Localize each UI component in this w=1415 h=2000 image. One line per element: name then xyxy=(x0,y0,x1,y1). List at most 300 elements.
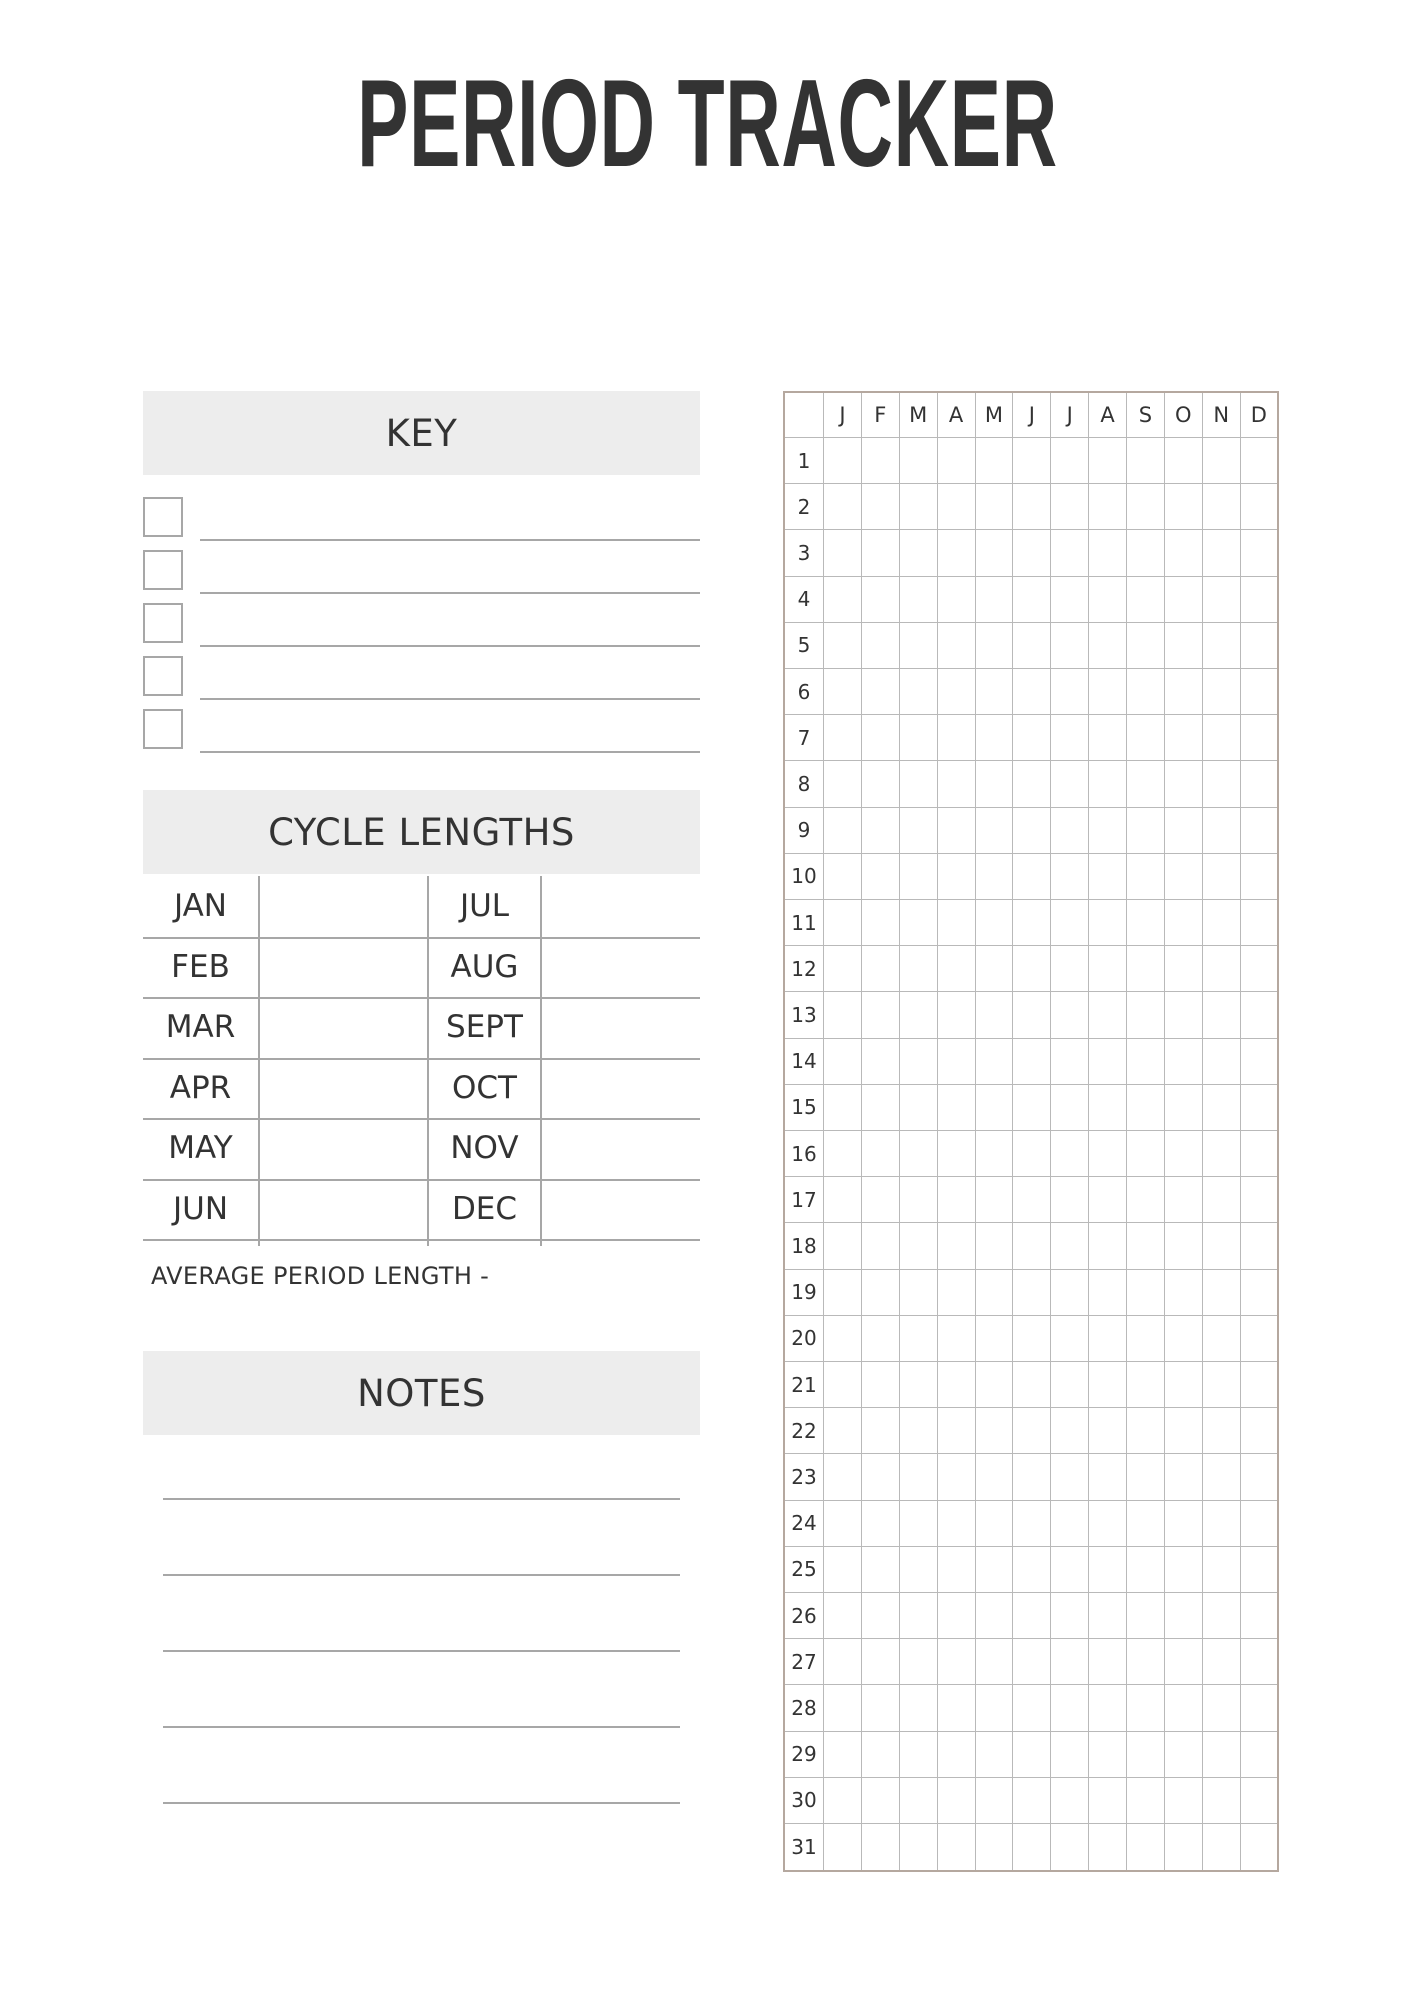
tracker-cell[interactable] xyxy=(1164,1177,1202,1223)
tracker-cell[interactable] xyxy=(975,761,1013,807)
tracker-cell[interactable] xyxy=(861,1824,899,1871)
notes-line[interactable] xyxy=(163,1650,680,1652)
tracker-cell[interactable] xyxy=(1013,1223,1051,1269)
tracker-cell[interactable] xyxy=(1051,576,1089,622)
tracker-cell[interactable] xyxy=(861,900,899,946)
tracker-cell[interactable] xyxy=(937,1639,975,1685)
tracker-cell[interactable] xyxy=(1164,622,1202,668)
tracker-cell[interactable] xyxy=(1164,1593,1202,1639)
tracker-cell[interactable] xyxy=(937,1084,975,1130)
tracker-cell[interactable] xyxy=(899,946,937,992)
tracker-cell[interactable] xyxy=(975,438,1013,484)
tracker-cell[interactable] xyxy=(1202,622,1240,668)
tracker-cell[interactable] xyxy=(1051,1731,1089,1777)
tracker-cell[interactable] xyxy=(1202,1269,1240,1315)
tracker-cell[interactable] xyxy=(861,1500,899,1546)
tracker-cell[interactable] xyxy=(1240,1500,1278,1546)
tracker-cell[interactable] xyxy=(1240,484,1278,530)
tracker-cell[interactable] xyxy=(1202,761,1240,807)
tracker-cell[interactable] xyxy=(975,530,1013,576)
tracker-cell[interactable] xyxy=(975,1131,1013,1177)
tracker-cell[interactable] xyxy=(1089,761,1127,807)
tracker-cell[interactable] xyxy=(861,946,899,992)
tracker-cell[interactable] xyxy=(1164,853,1202,899)
tracker-cell[interactable] xyxy=(975,484,1013,530)
tracker-cell[interactable] xyxy=(937,669,975,715)
tracker-cell[interactable] xyxy=(937,853,975,899)
tracker-cell[interactable] xyxy=(1202,1362,1240,1408)
tracker-cell[interactable] xyxy=(937,1500,975,1546)
tracker-cell[interactable] xyxy=(1202,853,1240,899)
tracker-cell[interactable] xyxy=(1240,761,1278,807)
tracker-cell[interactable] xyxy=(824,1777,862,1823)
tracker-cell[interactable] xyxy=(861,1084,899,1130)
tracker-cell[interactable] xyxy=(1164,1685,1202,1731)
tracker-cell[interactable] xyxy=(1127,1777,1165,1823)
tracker-cell[interactable] xyxy=(1240,807,1278,853)
tracker-cell[interactable] xyxy=(1013,1593,1051,1639)
tracker-cell[interactable] xyxy=(1089,1731,1127,1777)
tracker-cell[interactable] xyxy=(1240,1269,1278,1315)
tracker-cell[interactable] xyxy=(1164,1269,1202,1315)
tracker-cell[interactable] xyxy=(1164,1500,1202,1546)
tracker-cell[interactable] xyxy=(899,576,937,622)
tracker-cell[interactable] xyxy=(899,761,937,807)
cycle-length-cell[interactable] xyxy=(260,876,427,937)
tracker-cell[interactable] xyxy=(975,1824,1013,1871)
tracker-cell[interactable] xyxy=(1051,761,1089,807)
key-entry-line[interactable] xyxy=(200,645,700,647)
tracker-cell[interactable] xyxy=(899,1777,937,1823)
notes-line[interactable] xyxy=(163,1498,680,1500)
tracker-cell[interactable] xyxy=(861,1269,899,1315)
tracker-cell[interactable] xyxy=(861,1777,899,1823)
tracker-cell[interactable] xyxy=(1089,1639,1127,1685)
tracker-cell[interactable] xyxy=(1089,1546,1127,1592)
tracker-cell[interactable] xyxy=(1051,992,1089,1038)
tracker-cell[interactable] xyxy=(1089,1177,1127,1223)
tracker-cell[interactable] xyxy=(1089,1593,1127,1639)
tracker-cell[interactable] xyxy=(975,1315,1013,1361)
tracker-cell[interactable] xyxy=(1013,622,1051,668)
tracker-cell[interactable] xyxy=(1127,1639,1165,1685)
tracker-cell[interactable] xyxy=(1089,715,1127,761)
tracker-cell[interactable] xyxy=(1202,1777,1240,1823)
tracker-cell[interactable] xyxy=(824,622,862,668)
tracker-cell[interactable] xyxy=(1051,1362,1089,1408)
tracker-cell[interactable] xyxy=(975,1546,1013,1592)
tracker-cell[interactable] xyxy=(1013,807,1051,853)
tracker-cell[interactable] xyxy=(937,1731,975,1777)
key-entry-line[interactable] xyxy=(200,698,700,700)
tracker-cell[interactable] xyxy=(1051,1269,1089,1315)
key-checkbox[interactable] xyxy=(143,497,183,537)
tracker-cell[interactable] xyxy=(824,1593,862,1639)
tracker-cell[interactable] xyxy=(1089,1454,1127,1500)
tracker-cell[interactable] xyxy=(1202,1177,1240,1223)
tracker-cell[interactable] xyxy=(861,438,899,484)
tracker-cell[interactable] xyxy=(1051,853,1089,899)
tracker-cell[interactable] xyxy=(1127,715,1165,761)
key-entry-line[interactable] xyxy=(200,751,700,753)
tracker-cell[interactable] xyxy=(1127,1454,1165,1500)
tracker-cell[interactable] xyxy=(861,853,899,899)
tracker-cell[interactable] xyxy=(1127,1084,1165,1130)
tracker-cell[interactable] xyxy=(1013,715,1051,761)
tracker-cell[interactable] xyxy=(1164,438,1202,484)
tracker-cell[interactable] xyxy=(1240,992,1278,1038)
tracker-cell[interactable] xyxy=(1202,576,1240,622)
tracker-cell[interactable] xyxy=(861,1131,899,1177)
notes-line[interactable] xyxy=(163,1726,680,1728)
tracker-cell[interactable] xyxy=(824,1639,862,1685)
tracker-cell[interactable] xyxy=(1089,853,1127,899)
tracker-cell[interactable] xyxy=(1202,1731,1240,1777)
tracker-cell[interactable] xyxy=(1202,1315,1240,1361)
tracker-cell[interactable] xyxy=(1240,1131,1278,1177)
tracker-cell[interactable] xyxy=(899,715,937,761)
tracker-cell[interactable] xyxy=(899,1177,937,1223)
tracker-cell[interactable] xyxy=(861,1315,899,1361)
tracker-cell[interactable] xyxy=(1013,1131,1051,1177)
tracker-cell[interactable] xyxy=(899,1315,937,1361)
tracker-cell[interactable] xyxy=(975,1038,1013,1084)
tracker-cell[interactable] xyxy=(1089,1038,1127,1084)
tracker-cell[interactable] xyxy=(975,715,1013,761)
tracker-cell[interactable] xyxy=(975,1685,1013,1731)
tracker-cell[interactable] xyxy=(899,1685,937,1731)
tracker-cell[interactable] xyxy=(975,1454,1013,1500)
tracker-cell[interactable] xyxy=(1164,1038,1202,1084)
tracker-cell[interactable] xyxy=(1202,1084,1240,1130)
tracker-cell[interactable] xyxy=(1127,1408,1165,1454)
tracker-cell[interactable] xyxy=(1127,1131,1165,1177)
tracker-cell[interactable] xyxy=(975,1777,1013,1823)
tracker-cell[interactable] xyxy=(1013,1777,1051,1823)
tracker-cell[interactable] xyxy=(899,992,937,1038)
tracker-cell[interactable] xyxy=(1127,1177,1165,1223)
tracker-cell[interactable] xyxy=(861,530,899,576)
tracker-cell[interactable] xyxy=(899,1546,937,1592)
tracker-cell[interactable] xyxy=(1013,1685,1051,1731)
tracker-cell[interactable] xyxy=(1164,992,1202,1038)
tracker-cell[interactable] xyxy=(824,1269,862,1315)
tracker-cell[interactable] xyxy=(861,669,899,715)
tracker-cell[interactable] xyxy=(937,1269,975,1315)
tracker-cell[interactable] xyxy=(1240,1546,1278,1592)
tracker-cell[interactable] xyxy=(1089,576,1127,622)
tracker-cell[interactable] xyxy=(1240,1177,1278,1223)
tracker-cell[interactable] xyxy=(824,1454,862,1500)
tracker-cell[interactable] xyxy=(1051,1223,1089,1269)
tracker-cell[interactable] xyxy=(899,530,937,576)
tracker-cell[interactable] xyxy=(1164,715,1202,761)
tracker-cell[interactable] xyxy=(824,576,862,622)
tracker-cell[interactable] xyxy=(937,1177,975,1223)
tracker-cell[interactable] xyxy=(1202,1454,1240,1500)
tracker-cell[interactable] xyxy=(1013,1824,1051,1871)
tracker-cell[interactable] xyxy=(937,1685,975,1731)
tracker-cell[interactable] xyxy=(937,761,975,807)
tracker-cell[interactable] xyxy=(861,1639,899,1685)
tracker-cell[interactable] xyxy=(899,1454,937,1500)
tracker-cell[interactable] xyxy=(937,992,975,1038)
tracker-cell[interactable] xyxy=(1164,1824,1202,1871)
tracker-cell[interactable] xyxy=(1127,761,1165,807)
tracker-cell[interactable] xyxy=(975,946,1013,992)
tracker-cell[interactable] xyxy=(1127,1500,1165,1546)
tracker-cell[interactable] xyxy=(975,1731,1013,1777)
cycle-length-cell[interactable] xyxy=(542,997,700,1058)
tracker-cell[interactable] xyxy=(824,1362,862,1408)
tracker-cell[interactable] xyxy=(1013,946,1051,992)
tracker-cell[interactable] xyxy=(1089,622,1127,668)
tracker-cell[interactable] xyxy=(1051,1685,1089,1731)
tracker-cell[interactable] xyxy=(1164,484,1202,530)
tracker-cell[interactable] xyxy=(824,1315,862,1361)
cycle-length-cell[interactable] xyxy=(542,937,700,998)
tracker-cell[interactable] xyxy=(1089,1500,1127,1546)
tracker-cell[interactable] xyxy=(1013,1454,1051,1500)
tracker-cell[interactable] xyxy=(824,530,862,576)
tracker-cell[interactable] xyxy=(975,669,1013,715)
tracker-cell[interactable] xyxy=(1240,853,1278,899)
tracker-cell[interactable] xyxy=(1127,992,1165,1038)
tracker-cell[interactable] xyxy=(1240,946,1278,992)
tracker-cell[interactable] xyxy=(899,1269,937,1315)
tracker-cell[interactable] xyxy=(1127,1223,1165,1269)
tracker-cell[interactable] xyxy=(1127,853,1165,899)
tracker-cell[interactable] xyxy=(1089,807,1127,853)
tracker-cell[interactable] xyxy=(1164,530,1202,576)
tracker-cell[interactable] xyxy=(1051,900,1089,946)
tracker-cell[interactable] xyxy=(1051,807,1089,853)
tracker-cell[interactable] xyxy=(899,484,937,530)
tracker-cell[interactable] xyxy=(1013,1362,1051,1408)
tracker-cell[interactable] xyxy=(1089,1131,1127,1177)
key-checkbox[interactable] xyxy=(143,656,183,696)
tracker-cell[interactable] xyxy=(1051,1593,1089,1639)
tracker-cell[interactable] xyxy=(824,1824,862,1871)
tracker-cell[interactable] xyxy=(1202,1038,1240,1084)
key-checkbox[interactable] xyxy=(143,550,183,590)
tracker-cell[interactable] xyxy=(1127,1593,1165,1639)
tracker-cell[interactable] xyxy=(899,1131,937,1177)
tracker-cell[interactable] xyxy=(1127,484,1165,530)
cycle-length-cell[interactable] xyxy=(542,876,700,937)
tracker-cell[interactable] xyxy=(937,1777,975,1823)
tracker-cell[interactable] xyxy=(899,438,937,484)
tracker-cell[interactable] xyxy=(899,669,937,715)
tracker-cell[interactable] xyxy=(824,1685,862,1731)
tracker-cell[interactable] xyxy=(1164,900,1202,946)
tracker-cell[interactable] xyxy=(1164,946,1202,992)
tracker-cell[interactable] xyxy=(1127,900,1165,946)
tracker-cell[interactable] xyxy=(899,1824,937,1871)
tracker-cell[interactable] xyxy=(975,576,1013,622)
tracker-cell[interactable] xyxy=(1127,576,1165,622)
tracker-cell[interactable] xyxy=(824,1177,862,1223)
tracker-cell[interactable] xyxy=(1127,1685,1165,1731)
tracker-cell[interactable] xyxy=(1051,946,1089,992)
tracker-cell[interactable] xyxy=(975,1639,1013,1685)
tracker-cell[interactable] xyxy=(861,1546,899,1592)
tracker-cell[interactable] xyxy=(1240,1685,1278,1731)
tracker-cell[interactable] xyxy=(1051,1639,1089,1685)
tracker-cell[interactable] xyxy=(1202,807,1240,853)
tracker-cell[interactable] xyxy=(1202,669,1240,715)
tracker-cell[interactable] xyxy=(937,484,975,530)
tracker-cell[interactable] xyxy=(1089,1777,1127,1823)
tracker-cell[interactable] xyxy=(824,1131,862,1177)
tracker-cell[interactable] xyxy=(975,1500,1013,1546)
tracker-cell[interactable] xyxy=(1164,1084,1202,1130)
tracker-cell[interactable] xyxy=(1051,1315,1089,1361)
tracker-cell[interactable] xyxy=(1013,1731,1051,1777)
tracker-cell[interactable] xyxy=(1089,1408,1127,1454)
tracker-cell[interactable] xyxy=(1202,1593,1240,1639)
tracker-cell[interactable] xyxy=(1202,1223,1240,1269)
tracker-cell[interactable] xyxy=(1051,1777,1089,1823)
tracker-cell[interactable] xyxy=(861,622,899,668)
tracker-cell[interactable] xyxy=(1240,530,1278,576)
tracker-cell[interactable] xyxy=(1051,1454,1089,1500)
tracker-cell[interactable] xyxy=(937,900,975,946)
tracker-cell[interactable] xyxy=(1089,669,1127,715)
tracker-cell[interactable] xyxy=(1013,438,1051,484)
tracker-cell[interactable] xyxy=(1013,1500,1051,1546)
tracker-cell[interactable] xyxy=(1240,1408,1278,1454)
tracker-cell[interactable] xyxy=(1127,1731,1165,1777)
tracker-cell[interactable] xyxy=(861,1454,899,1500)
tracker-cell[interactable] xyxy=(1164,1362,1202,1408)
tracker-cell[interactable] xyxy=(861,807,899,853)
tracker-cell[interactable] xyxy=(1013,900,1051,946)
tracker-cell[interactable] xyxy=(1013,1315,1051,1361)
tracker-cell[interactable] xyxy=(1164,1315,1202,1361)
tracker-cell[interactable] xyxy=(1089,1269,1127,1315)
tracker-cell[interactable] xyxy=(1051,1131,1089,1177)
tracker-cell[interactable] xyxy=(824,761,862,807)
tracker-cell[interactable] xyxy=(1013,761,1051,807)
tracker-cell[interactable] xyxy=(937,715,975,761)
tracker-cell[interactable] xyxy=(1240,1038,1278,1084)
tracker-cell[interactable] xyxy=(1202,1639,1240,1685)
tracker-cell[interactable] xyxy=(1013,992,1051,1038)
tracker-cell[interactable] xyxy=(1164,1454,1202,1500)
tracker-cell[interactable] xyxy=(899,1084,937,1130)
tracker-cell[interactable] xyxy=(1164,1639,1202,1685)
tracker-cell[interactable] xyxy=(1127,807,1165,853)
tracker-cell[interactable] xyxy=(1164,807,1202,853)
key-entry-line[interactable] xyxy=(200,592,700,594)
tracker-cell[interactable] xyxy=(1051,669,1089,715)
tracker-cell[interactable] xyxy=(861,1731,899,1777)
tracker-cell[interactable] xyxy=(1240,1824,1278,1871)
tracker-cell[interactable] xyxy=(824,484,862,530)
tracker-cell[interactable] xyxy=(1202,438,1240,484)
tracker-cell[interactable] xyxy=(1164,1223,1202,1269)
tracker-cell[interactable] xyxy=(899,1038,937,1084)
tracker-cell[interactable] xyxy=(899,1593,937,1639)
tracker-cell[interactable] xyxy=(1013,1269,1051,1315)
tracker-cell[interactable] xyxy=(1164,1731,1202,1777)
tracker-cell[interactable] xyxy=(824,1731,862,1777)
tracker-cell[interactable] xyxy=(1202,946,1240,992)
tracker-cell[interactable] xyxy=(1240,1315,1278,1361)
cycle-length-cell[interactable] xyxy=(260,997,427,1058)
tracker-cell[interactable] xyxy=(1013,853,1051,899)
tracker-cell[interactable] xyxy=(1202,530,1240,576)
notes-line[interactable] xyxy=(163,1802,680,1804)
tracker-cell[interactable] xyxy=(1164,1408,1202,1454)
tracker-cell[interactable] xyxy=(1051,1038,1089,1084)
tracker-cell[interactable] xyxy=(1202,900,1240,946)
tracker-cell[interactable] xyxy=(1127,669,1165,715)
tracker-cell[interactable] xyxy=(1240,1362,1278,1408)
cycle-length-cell[interactable] xyxy=(260,1058,427,1119)
tracker-cell[interactable] xyxy=(1240,1639,1278,1685)
tracker-cell[interactable] xyxy=(1051,622,1089,668)
tracker-cell[interactable] xyxy=(1051,1177,1089,1223)
tracker-cell[interactable] xyxy=(861,484,899,530)
tracker-cell[interactable] xyxy=(937,576,975,622)
tracker-cell[interactable] xyxy=(975,992,1013,1038)
tracker-cell[interactable] xyxy=(824,669,862,715)
tracker-cell[interactable] xyxy=(975,1408,1013,1454)
tracker-cell[interactable] xyxy=(937,807,975,853)
tracker-cell[interactable] xyxy=(1240,1223,1278,1269)
tracker-cell[interactable] xyxy=(975,807,1013,853)
tracker-cell[interactable] xyxy=(937,1593,975,1639)
tracker-cell[interactable] xyxy=(824,853,862,899)
tracker-cell[interactable] xyxy=(899,900,937,946)
tracker-cell[interactable] xyxy=(1202,715,1240,761)
tracker-cell[interactable] xyxy=(861,1223,899,1269)
tracker-cell[interactable] xyxy=(1051,1408,1089,1454)
tracker-cell[interactable] xyxy=(975,1593,1013,1639)
tracker-cell[interactable] xyxy=(1127,1038,1165,1084)
tracker-cell[interactable] xyxy=(899,622,937,668)
cycle-length-cell[interactable] xyxy=(260,1118,427,1179)
tracker-cell[interactable] xyxy=(824,438,862,484)
tracker-cell[interactable] xyxy=(1164,576,1202,622)
tracker-cell[interactable] xyxy=(1089,992,1127,1038)
tracker-cell[interactable] xyxy=(824,1408,862,1454)
tracker-cell[interactable] xyxy=(1240,669,1278,715)
tracker-cell[interactable] xyxy=(899,1362,937,1408)
cycle-length-cell[interactable] xyxy=(260,937,427,998)
tracker-cell[interactable] xyxy=(1089,1223,1127,1269)
tracker-cell[interactable] xyxy=(1127,622,1165,668)
tracker-cell[interactable] xyxy=(1240,900,1278,946)
tracker-cell[interactable] xyxy=(1013,484,1051,530)
tracker-cell[interactable] xyxy=(824,1546,862,1592)
key-checkbox[interactable] xyxy=(143,709,183,749)
tracker-cell[interactable] xyxy=(1164,761,1202,807)
tracker-cell[interactable] xyxy=(1089,946,1127,992)
tracker-cell[interactable] xyxy=(899,1500,937,1546)
tracker-cell[interactable] xyxy=(937,1038,975,1084)
tracker-cell[interactable] xyxy=(937,1131,975,1177)
tracker-cell[interactable] xyxy=(1127,438,1165,484)
tracker-cell[interactable] xyxy=(824,1500,862,1546)
tracker-cell[interactable] xyxy=(1013,1038,1051,1084)
tracker-cell[interactable] xyxy=(899,1223,937,1269)
tracker-cell[interactable] xyxy=(1164,669,1202,715)
key-checkbox[interactable] xyxy=(143,603,183,643)
tracker-cell[interactable] xyxy=(1240,576,1278,622)
